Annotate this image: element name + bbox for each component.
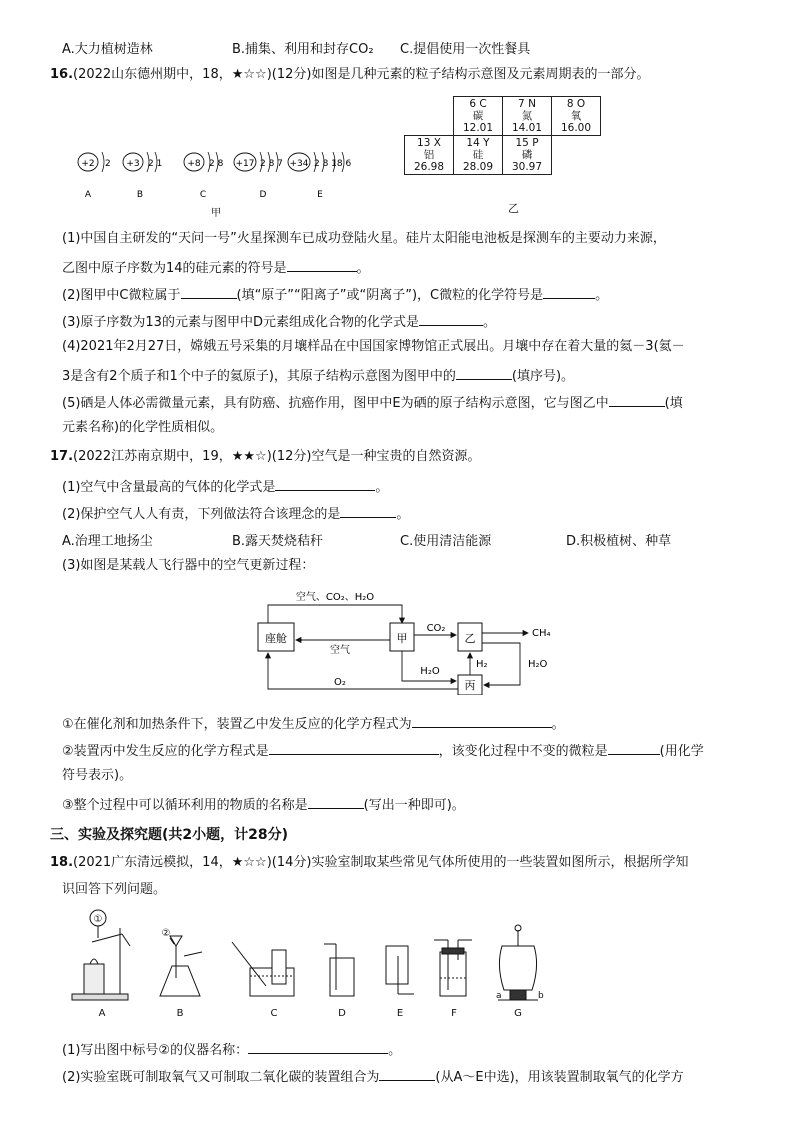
svg-text:+17: +17 xyxy=(235,159,255,169)
svg-text:H₂O: H₂O xyxy=(420,666,440,677)
svg-text:a: a xyxy=(496,991,502,1001)
option-b: B.捕集、利用和封存CO₂ xyxy=(232,42,374,57)
q17-header xyxy=(50,448,480,466)
fig-jia-caption: 甲 xyxy=(211,208,221,219)
svg-text:乙: 乙 xyxy=(464,632,476,645)
q16-s4a: (4)2021年2月27日，嫦娥五号采集的月壤样品在中国国家博物馆正式展出。月壤中存在着大量的氦－3(氦－ xyxy=(62,339,685,354)
svg-text:座舱: 座舱 xyxy=(265,632,287,645)
q17-number: 17. xyxy=(50,449,74,464)
pt-cell-n: 7 N 氮 14.01 xyxy=(503,97,552,136)
option-a: A.大力植树造林 xyxy=(62,42,153,57)
atom-d xyxy=(234,152,283,200)
atom-b xyxy=(123,152,162,200)
apparatus-d xyxy=(324,944,354,1019)
svg-text:F: F xyxy=(451,1008,457,1019)
svg-text:空气: 空气 xyxy=(330,645,350,656)
apparatus-e xyxy=(386,946,414,1019)
answer-blank[interactable] xyxy=(269,740,439,755)
svg-text:O₂: O₂ xyxy=(334,677,346,688)
apparatus-b xyxy=(160,928,202,1019)
answer-blank[interactable] xyxy=(609,392,665,407)
answer-blank[interactable] xyxy=(456,365,512,380)
answer-blank[interactable] xyxy=(287,257,357,272)
svg-text:E: E xyxy=(396,1008,404,1019)
q17-option-a: A.治理工地扬尘 xyxy=(62,534,153,549)
q17-option-b: B.露天焚烧秸秆 xyxy=(232,534,324,549)
q16-s4b: 3是含有2个质子和1个中子的氦原子)，其原子结构示意图为图甲中的 (填序号)。 xyxy=(62,365,574,386)
svg-text:+3: +3 xyxy=(126,159,140,169)
svg-text:2 8: 2 8 xyxy=(209,159,224,169)
atom-e xyxy=(288,152,351,200)
q17-c2b: 符号表示)。 xyxy=(62,768,133,783)
q17-c2a: ②装置丙中发生反应的化学方程式是 ，该变化过程中不变的微粒是 (用化学 xyxy=(62,740,704,761)
svg-text:A: A xyxy=(84,190,92,200)
q18-header xyxy=(50,854,688,872)
periodic-table xyxy=(404,96,601,175)
q16-s3: (3)原子序数为13的元素与图甲中D元素组成化合物的化学式是 。 xyxy=(62,311,496,332)
svg-text:A: A xyxy=(98,1008,106,1019)
svg-text:B: B xyxy=(136,190,144,200)
svg-text:+34: +34 xyxy=(289,159,309,169)
apparatus-figure xyxy=(62,906,562,1026)
pt-cell-c: 6 C 碳 12.01 xyxy=(454,97,503,136)
answer-blank[interactable] xyxy=(308,794,364,809)
atom-diagrams xyxy=(70,140,370,220)
svg-text:丙: 丙 xyxy=(464,679,476,692)
air-renewal-diagram xyxy=(250,585,560,695)
q16-number: 16. xyxy=(50,67,74,82)
answer-blank[interactable] xyxy=(379,1066,435,1081)
q17-c1: ①在催化剂和加热条件下，装置乙中发生反应的化学方程式为 。 xyxy=(62,713,565,734)
answer-blank[interactable] xyxy=(181,284,237,299)
q18-s1: (1)写出图中标号②的仪器名称： 。 xyxy=(62,1039,401,1060)
q16-header-text: (2022山东德州期中，18，★☆☆)(12分)如图是几种元素的粒子结构示意图及元素周期表的一部分。 xyxy=(73,67,650,82)
apparatus-f xyxy=(434,940,472,1019)
atom-a xyxy=(78,152,111,200)
answer-blank[interactable] xyxy=(419,311,483,326)
svg-text:2: 2 xyxy=(105,159,111,169)
answer-blank[interactable] xyxy=(275,476,375,491)
svg-text:H₂: H₂ xyxy=(476,659,488,670)
q17-header-text: (2022江苏南京期中，19，★★☆)(12分)空气是一种宝贵的自然资源。 xyxy=(73,449,481,464)
q16-s1a: (1)中国自主研发的“天问一号”火星探测车已成功登陆火星。硅片太阳能电池板是探测车的主要动力来源， xyxy=(62,231,666,246)
svg-text:b: b xyxy=(538,991,544,1001)
svg-text:B: B xyxy=(176,1008,184,1019)
svg-text:E: E xyxy=(317,190,323,200)
q17-option-c: C.使用清洁能源 xyxy=(400,534,492,549)
apparatus-c xyxy=(232,942,294,1019)
svg-text:H₂O: H₂O xyxy=(528,659,548,670)
q17-c3: ③整个过程中可以循环利用的物质的名称是 (写出一种即可)。 xyxy=(62,794,465,815)
q18-header-text: (2021广东清远模拟，14，★☆☆)(14分)实验室制取某些常见气体所使用的一些装置如图所示，根据所学知 xyxy=(73,855,689,870)
answer-blank[interactable] xyxy=(412,713,552,728)
apparatus-a xyxy=(72,910,130,1019)
q17-s1: (1)空气中含量最高的气体的化学式是 。 xyxy=(62,476,388,497)
q16-s1b: 乙图中原子序数为14的硅元素的符号是 。 xyxy=(62,257,370,278)
svg-text:甲: 甲 xyxy=(396,632,408,645)
svg-text:+2: +2 xyxy=(81,159,95,169)
answer-blank[interactable] xyxy=(543,284,595,299)
q16-s5a: (5)硒是人体必需微量元素，具有防癌、抗癌作用，图甲中E为硒的原子结构示意图，它与图乙中 (填 xyxy=(62,392,683,413)
answer-blank[interactable] xyxy=(248,1039,388,1054)
svg-text:G: G xyxy=(514,1008,522,1019)
q16-s2: (2)图甲中C微粒属于 (填“原子”“阳离子”或“阴离子”)，C微粒的化学符号是 。 xyxy=(62,284,608,305)
svg-text:CH₄: CH₄ xyxy=(532,628,551,639)
svg-text:2 1: 2 1 xyxy=(148,159,163,169)
svg-text:CO₂: CO₂ xyxy=(426,623,446,634)
svg-text:D: D xyxy=(259,190,267,200)
q18-number: 18. xyxy=(50,855,74,870)
answer-blank[interactable] xyxy=(340,503,396,518)
svg-text:+8: +8 xyxy=(187,159,201,169)
q18-header-2: 识回答下列问题。 xyxy=(62,882,167,897)
fig-yi-caption: 乙 xyxy=(508,202,519,215)
q17-option-d: D.积极植树、种草 xyxy=(566,534,672,549)
atom-c xyxy=(184,152,224,200)
svg-text:C: C xyxy=(270,1008,278,1019)
apparatus-g xyxy=(496,925,544,1019)
option-c: C.提倡使用一次性餐具 xyxy=(400,42,531,57)
q16-header xyxy=(50,66,649,84)
pt-cell-o: 8 O 氧 16.00 xyxy=(552,97,601,136)
answer-blank[interactable] xyxy=(608,740,660,755)
section-3-title: 三、实验及探究题(共2小题，计28分) xyxy=(50,827,289,843)
svg-text:C: C xyxy=(199,190,207,200)
svg-text:2 8 7: 2 8 7 xyxy=(260,159,283,169)
pt-cell-x: 13 X 铝 26.98 xyxy=(405,136,454,175)
pt-cell-p: 15 P 磷 30.97 xyxy=(503,136,552,175)
q16-s5b: 元素名称)的化学性质相似。 xyxy=(62,420,224,435)
q17-s3: (3)如图是某载人飞行器中的空气更新过程： xyxy=(62,558,315,573)
q18-s2: (2)实验室既可制取氧气又可制取二氧化碳的装置组合为 (从A～E中选)，用该装置制取氧气的化学方 xyxy=(62,1066,684,1087)
svg-text:①: ① xyxy=(93,914,103,925)
svg-text:D: D xyxy=(338,1008,346,1019)
svg-text:2 8 18 6: 2 8 18 6 xyxy=(314,159,352,169)
svg-text:②: ② xyxy=(161,928,171,939)
q17-s2: (2)保护空气人人有责，下列做法符合该理念的是 。 xyxy=(62,503,409,524)
pt-cell-y: 14 Y 硅 28.09 xyxy=(454,136,503,175)
svg-text:空气、CO₂、H₂O: 空气、CO₂、H₂O xyxy=(295,592,375,603)
